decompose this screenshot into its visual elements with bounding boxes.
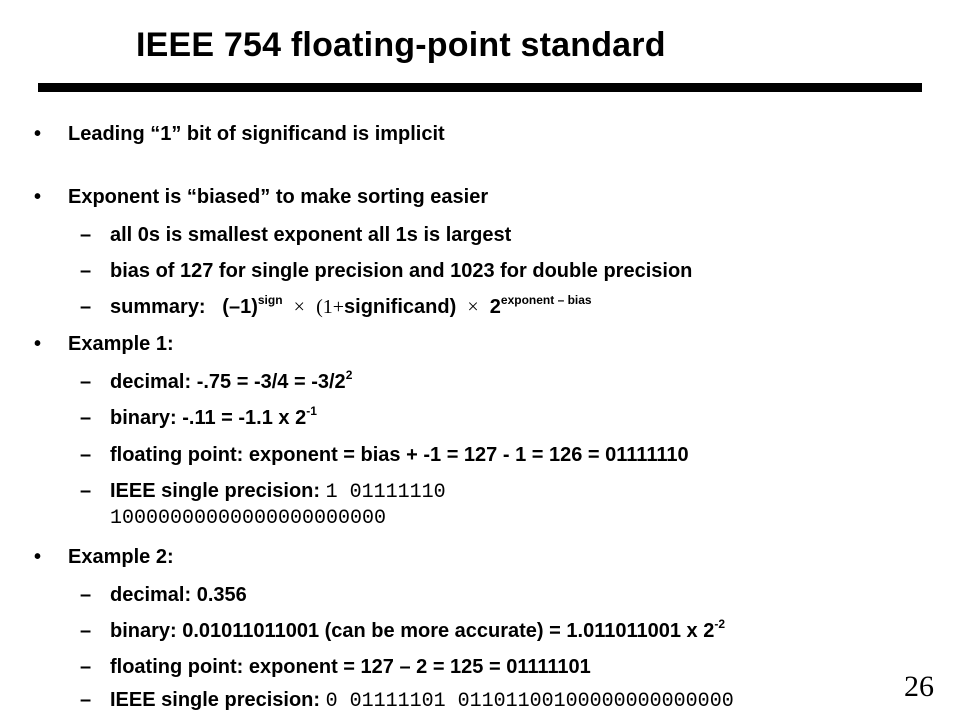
example-1-ieee-bits-line2: 10000000000000000000000 (110, 507, 387, 530)
example-1-binary-text: binary: -.11 = -1.1 x 2 (110, 407, 307, 429)
example-2-floating-point: floating point: exponent = 127 – 2 = 125 = 01111101 (110, 656, 591, 678)
example-1-floating-point: floating point: exponent = bias + -1 = 127 - 1 = 126 = 01111110 (110, 444, 689, 466)
dash-marker: – (80, 260, 92, 282)
example-2-ieee (110, 690, 734, 712)
sub-item-summary-formula (110, 293, 592, 318)
dash-marker: – (80, 620, 92, 642)
dash-marker: – (80, 296, 92, 318)
summary-base-two: 2 (489, 296, 501, 318)
example-2-ieee-label: IEEE single precision: (110, 689, 326, 711)
example-2-binary-superscript: -2 (714, 617, 725, 631)
dash-marker: – (80, 584, 92, 606)
dash-marker: – (80, 444, 92, 466)
summary-exponent-superscript: exponent – bias (500, 293, 592, 307)
times-symbol: × (467, 296, 479, 318)
bullet-marker: • (34, 186, 42, 208)
example-2-ieee-bits: 0 01111101 01101100100000000000000 (325, 690, 734, 713)
example-1-binary-superscript: -1 (306, 404, 317, 418)
dash-marker: – (80, 689, 92, 711)
sub-item-exponent-range: all 0s is smallest exponent all 1s is largest (110, 224, 512, 246)
dash-marker: – (80, 407, 92, 429)
sub-item-bias-values: bias of 127 for single precision and 1023 for double precision (110, 260, 693, 282)
bullet-implicit-bit: Leading “1” bit of significand is implicit (68, 123, 445, 145)
summary-significand: significand) (344, 296, 457, 318)
title-rule (38, 83, 922, 92)
summary-label: summary: (110, 296, 206, 318)
summary-one-plus: (1+ (316, 296, 345, 318)
example-2-binary (110, 617, 725, 642)
dash-marker: – (80, 480, 92, 502)
example-1-decimal (110, 368, 353, 393)
summary-sign-superscript: sign (257, 293, 283, 307)
example-1-decimal-text: decimal: -.75 = -3/4 = -3/2 (110, 371, 346, 393)
dash-marker: – (80, 224, 92, 246)
page-number: 26 (904, 670, 934, 703)
bullet-marker: • (34, 546, 42, 568)
bullet-biased-exponent: Exponent is “biased” to make sorting easier (68, 186, 489, 208)
example-2-binary-text: binary: 0.01011011001 (can be more accurate) = 1.011011001 x 2 (110, 620, 715, 642)
times-symbol: × (293, 296, 305, 318)
example-1-heading: Example 1: (68, 333, 174, 355)
dash-marker: – (80, 371, 92, 393)
bullet-marker: • (34, 123, 42, 145)
summary-sign-term: (–1) (222, 296, 258, 318)
example-1-decimal-superscript: 2 (345, 368, 353, 382)
bullet-marker: • (34, 333, 42, 355)
example-1-ieee-bits-line1: 1 01111110 (325, 481, 446, 504)
example-1-binary (110, 404, 317, 429)
example-2-decimal: decimal: 0.356 (110, 584, 247, 606)
example-2-heading: Example 2: (68, 546, 174, 568)
slide-title: IEEE 754 floating-point standard (136, 26, 666, 64)
example-1-ieee (110, 481, 446, 503)
dash-marker: – (80, 656, 92, 678)
example-1-ieee-label: IEEE single precision: (110, 480, 326, 502)
